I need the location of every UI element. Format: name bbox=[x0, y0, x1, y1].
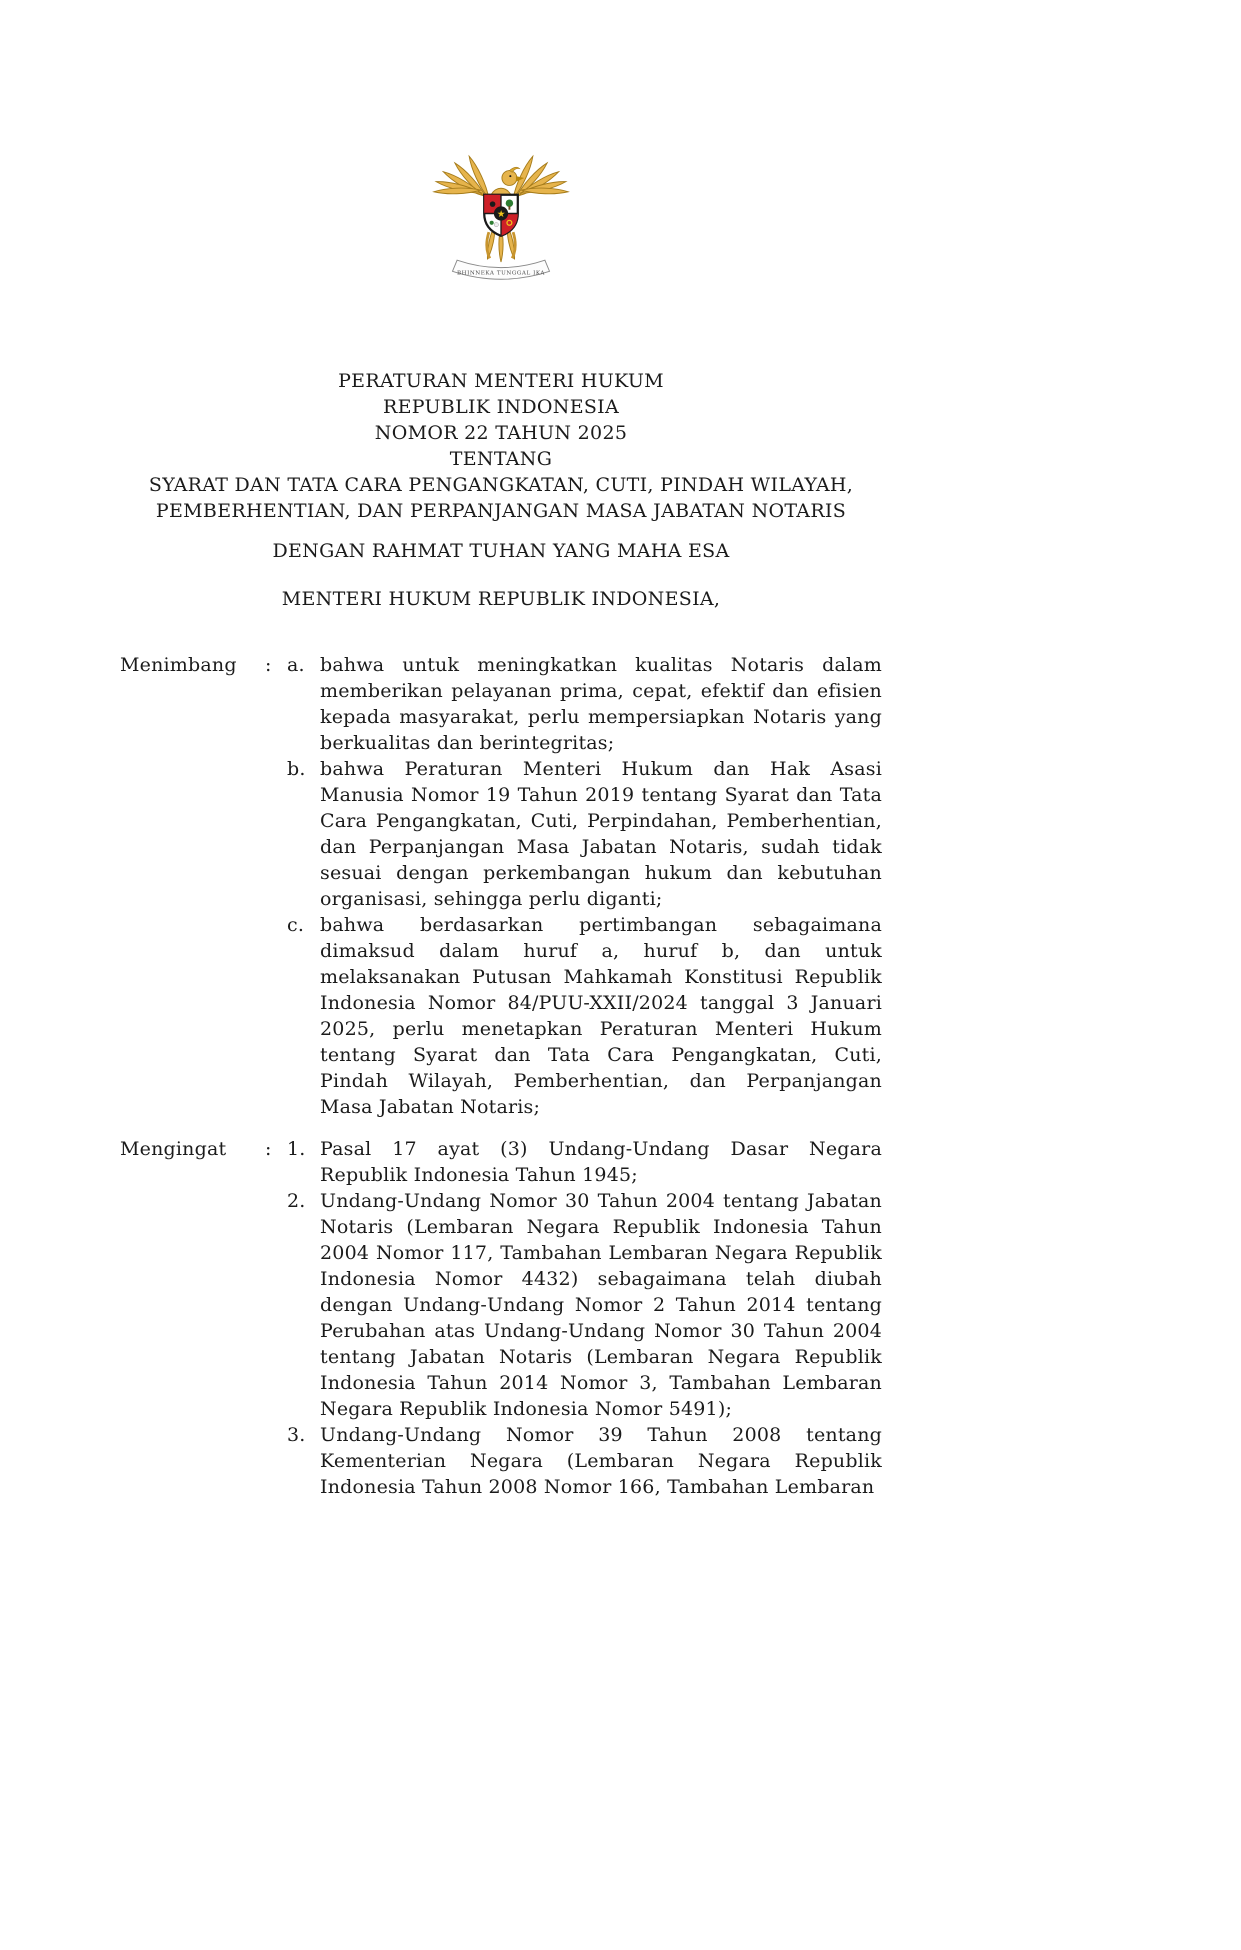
item-text: Undang-Undang Nomor 30 Tahun 2004 tentang Jabatan Notaris (Lembaran Negara Republik Indonesia Tahun 2004 Nomor 117, Tambahan Lembaran Negara Republik Indonesia Nomor 4432) sebagaimana telah diubah dengan Undang-Undang Nomor 2 Tahun 2014 tentang Perubahan atas Undang-Undang Nomor 30 Tahun 2004 tentang Jabatan Notaris (Lembaran Negara Republik Indonesia Tahun 2014 Nomor 3, Tambahan Lembaran Negara Republik Indonesia Nomor 5491); bbox=[320, 1190, 882, 1420]
item-marker: 3. bbox=[287, 1424, 306, 1446]
left-wing-icon bbox=[434, 155, 492, 200]
title-line-5: SYARAT DAN TATA CARA PENGANGKATAN, CUTI, PINDAH WILAYAH, bbox=[148, 474, 854, 496]
garuda-emblem bbox=[431, 120, 571, 292]
title-line-6: PEMBERHENTIAN, DAN PERPANJANGAN MASA JABATAN NOTARIS bbox=[155, 500, 847, 522]
item-text: bahwa untuk meningkatkan kualitas Notaris dalam memberikan pelayanan prima, cepat, efektif dan efisien kepada masyarakat, perlu mempersiapkan Notaris yang berkualitas dan berintegritas; bbox=[320, 654, 882, 754]
mengingat-colon: : bbox=[265, 1138, 272, 1160]
item-marker: b. bbox=[287, 758, 306, 780]
motto-ribbon-icon bbox=[452, 260, 549, 279]
section-mengingat bbox=[120, 1136, 882, 1500]
emblem-container bbox=[120, 0, 882, 296]
item-marker: a. bbox=[287, 654, 305, 676]
item-text: Pasal 17 ayat (3) Undang-Undang Dasar Negara Republik Indonesia Tahun 1945; bbox=[320, 1138, 882, 1186]
item-marker: 2. bbox=[287, 1190, 306, 1212]
document-content bbox=[120, 0, 882, 1500]
document-title-block bbox=[120, 368, 882, 524]
authority-line: MENTERI HUKUM REPUBLIK INDONESIA, bbox=[281, 588, 721, 610]
motto-text: BHINNEKA TUNGGAL IKA bbox=[456, 270, 546, 277]
menimbang-colon: : bbox=[265, 654, 272, 676]
item-text: bahwa Peraturan Menteri Hukum dan Hak Asasi Manusia Nomor 19 Tahun 2019 tentang Syarat dan Tata Cara Pengangkatan, Cuti, Perpindahan, Pemberhentian, dan Perpanjangan Masa Jabatan Notaris, sudah tidak sesuai dengan perkembangan hukum dan kebutuhan organisasi, sehingga perlu diganti; bbox=[320, 758, 882, 910]
star-icon: ★ bbox=[496, 208, 506, 220]
item-marker: c. bbox=[287, 914, 305, 936]
menimbang-label: Menimbang bbox=[120, 654, 237, 676]
title-line-4: TENTANG bbox=[449, 448, 553, 470]
item-marker: 1. bbox=[287, 1138, 306, 1160]
invocation-line: DENGAN RAHMAT TUHAN YANG MAHA ESA bbox=[272, 540, 730, 562]
item-text: Undang-Undang Nomor 39 Tahun 2008 tentang Kementerian Negara (Lembaran Negara Republik Indonesia Tahun 2008 Nomor 166, Tambahan Lembaran bbox=[320, 1424, 882, 1498]
pancasila-shield-icon bbox=[484, 195, 518, 236]
item-text: bahwa berdasarkan pertimbangan sebagaimana dimaksud dalam huruf a, huruf b, dan untuk melaksanakan Putusan Mahkamah Konstitusi Republik Indonesia Nomor 84/PUU-XXII/2024 tanggal 3 Januari 2025, perlu menetapkan Peraturan Menteri Hukum tentang Syarat dan Tata Cara Pengangkatan, Cuti, Pindah Wilayah, Pemberhentian, dan Perpanjangan Masa Jabatan Notaris; bbox=[320, 914, 882, 1118]
section-menimbang bbox=[120, 652, 882, 1120]
title-line-2: REPUBLIK INDONESIA bbox=[382, 396, 620, 418]
mengingat-label: Mengingat bbox=[120, 1138, 227, 1160]
title-line-3: NOMOR 22 TAHUN 2025 bbox=[374, 422, 628, 444]
title-line-1: PERATURAN MENTERI HUKUM bbox=[338, 370, 664, 392]
